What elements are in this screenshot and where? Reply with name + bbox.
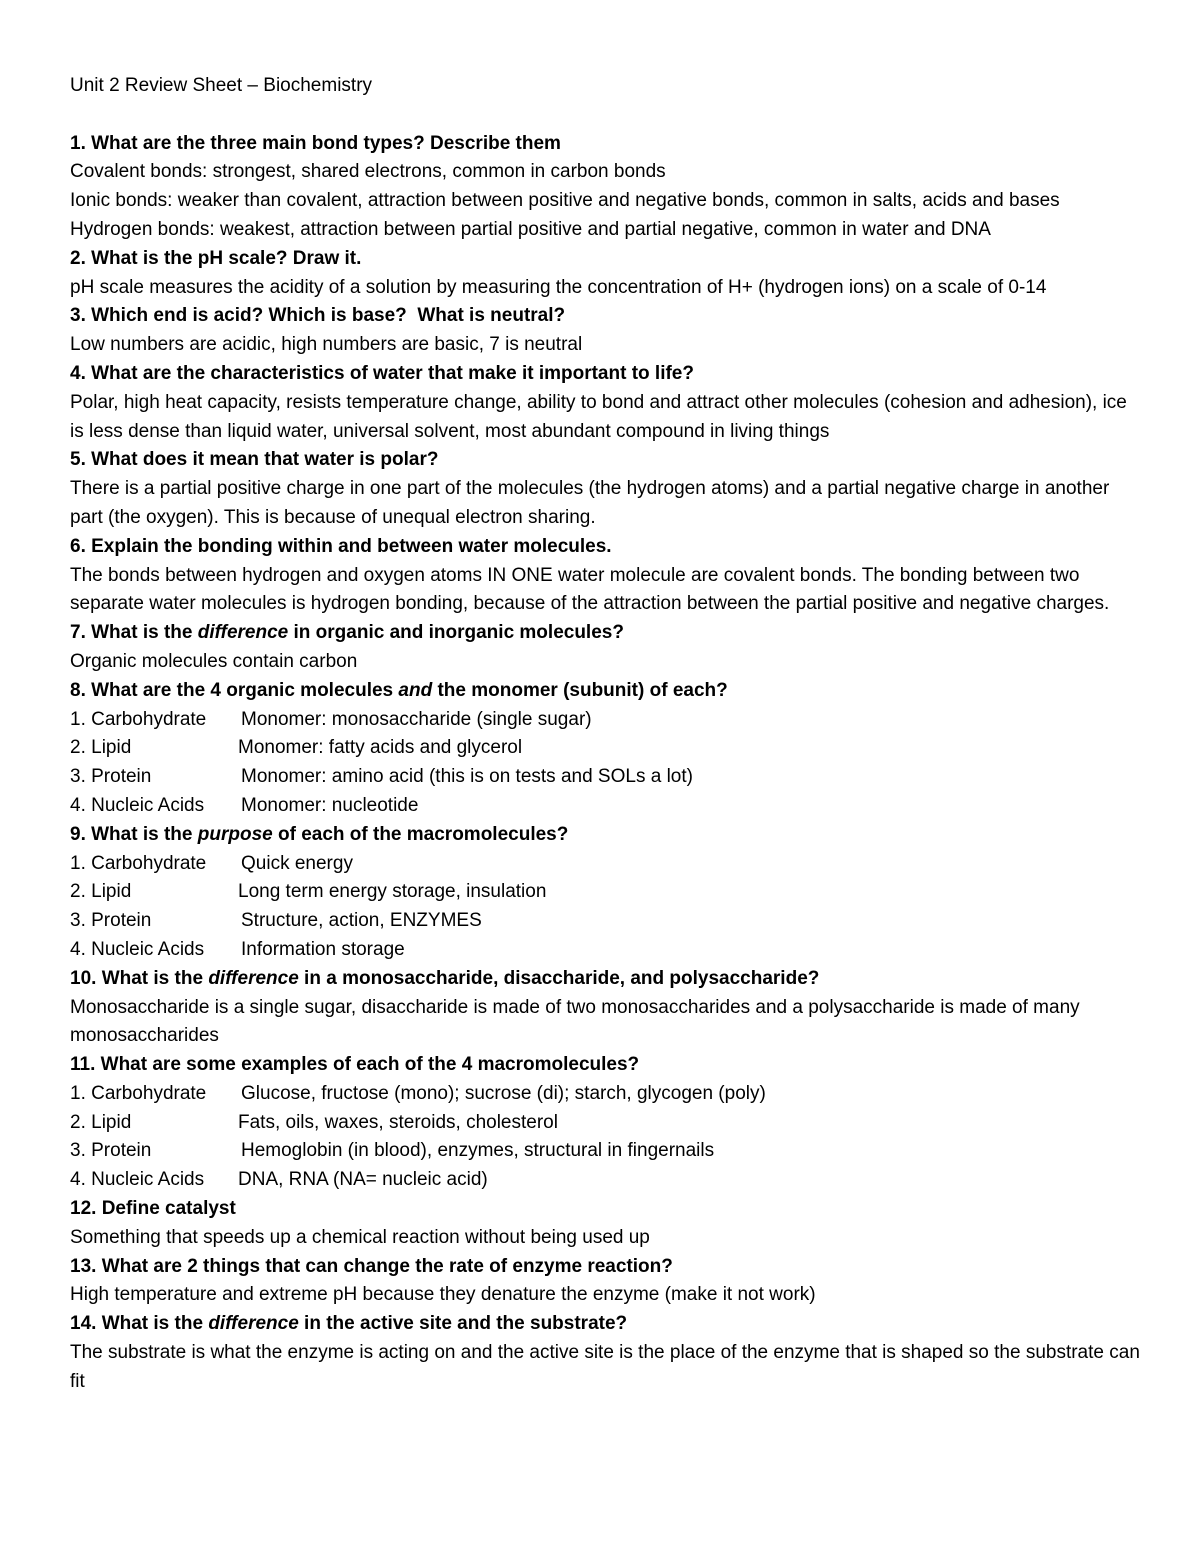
row-label: 2. Lipid [70,737,132,759]
question-2: 2. What is the pH scale? Draw it. [70,247,362,269]
row-value: Glucose, fructose (mono); sucrose (di); starch, glycogen (poly) [241,1082,766,1104]
q8-row-protein [70,763,1140,792]
row-label: 3. Protein [70,766,152,788]
document-title: Unit 2 Review Sheet – Biochemistry [70,75,373,96]
question-8-start: 8. What are the 4 organic molecules [70,679,399,701]
row-value: Quick energy [241,852,353,874]
question-11: 11. What are some examples of each of the 4 macromolecules? [70,1054,640,1076]
question-7 [70,619,1140,648]
row-value: Hemoglobin (in blood), enzymes, structural in fingernails [241,1140,715,1162]
answer-1-hydrogen: Hydrogen bonds: weakest, attraction between partial positive and partial negative, common in water and DNA [70,218,991,240]
row-label: 1. Carbohydrate [70,708,207,730]
question-13: 13. What are 2 things that can change the rate of enzyme reaction? [70,1255,673,1277]
answer-7: Organic molecules contain carbon [70,650,358,672]
row-label: 3. Protein [70,910,152,932]
question-6: 6. Explain the bonding within and between water molecules. [70,535,612,557]
row-value: DNA, RNA (NA= nucleic acid) [238,1169,488,1191]
q11-row-protein [70,1137,1140,1166]
question-14-end: in the active site and the substrate? [298,1313,628,1335]
row-label: 4. Nucleic Acids [70,794,205,816]
q9-row-carbohydrate [70,850,1140,879]
answer-2: pH scale measures the acidity of a solution by measuring the concentration of H+ (hydrogen ions) on a scale of 0-14 [70,276,1047,298]
row-value: Information storage [241,938,405,960]
question-10-emphasis: difference [208,967,299,989]
answer-4: Polar, high heat capacity, resists temperature change, ability to bond and attract other molecules (cohesion and adhesion), ice is less dense than liquid water, universal solvent, most abundant compound in living things [70,391,1127,442]
question-7-emphasis: difference [197,622,289,644]
row-label: 1. Carbohydrate [70,1082,207,1104]
row-value: Monomer: nucleotide [241,794,419,816]
q11-row-carbohydrate [70,1080,1140,1109]
row-label: 4. Nucleic Acids [70,938,205,960]
question-12: 12. Define catalyst [70,1198,236,1220]
question-10 [70,965,1140,994]
question-14-emphasis: difference [208,1313,299,1335]
question-9-emphasis: purpose [197,823,273,845]
q8-row-nucleic-acids [70,792,1140,821]
answer-13: High temperature and extreme pH because they denature the enzyme (make it not work) [70,1284,816,1306]
q8-row-lipid [70,734,1140,763]
answer-5: There is a partial positive charge in one part of the molecules (the hydrogen atoms) and a partial negative charge in another part (the oxygen). This is because of unequal electron sharing. [70,478,1110,528]
answer-12: Something that speeds up a chemical reaction without being used up [70,1226,650,1248]
answer-14: The substrate is what the enzyme is acting on and the active site is the place of the enzyme that is shaped so the substrate can fit [70,1342,1140,1392]
question-14-start: 14. What is the [70,1313,209,1335]
answer-6: The bonds between hydrogen and oxygen atoms IN ONE water molecule are covalent bonds. The bonding between two separate water molecules is hydrogen bonding, because of the attraction between the partial positive and negative charges. [70,564,1110,615]
answer-1-ionic: Ionic bonds: weaker than covalent, attraction between positive and negative bonds, common in salts, acids and bases [70,190,1060,212]
question-8-emphasis: and [398,679,433,701]
q9-row-protein [70,907,1140,936]
question-10-end: in a monosaccharide, disaccharide, and polysaccharide? [298,967,820,989]
row-label: 4. Nucleic Acids [70,1169,205,1191]
row-value: Monomer: amino acid (this is on tests and SOLs a lot) [241,766,693,788]
q11-row-nucleic-acids [70,1166,1140,1195]
question-8-end: the monomer (subunit) of each? [432,679,728,701]
question-10-start: 10. What is the [70,967,209,989]
review-sheet [70,72,1140,1397]
row-value: Fats, oils, waxes, steroids, cholesterol [238,1111,558,1133]
row-value: Long term energy storage, insulation [238,881,547,903]
row-value: Monomer: fatty acids and glycerol [238,737,523,759]
q8-row-carbohydrate [70,706,1140,735]
question-7-end: in organic and inorganic molecules? [288,622,624,644]
question-9 [70,821,1140,850]
row-label: 2. Lipid [70,1111,132,1133]
answer-10: Monosaccharide is a single sugar, disaccharide is made of two monosaccharides and a polysaccharide is made of many monosaccharides [70,996,1080,1047]
question-4: 4. What are the characteristics of water that make it important to life? [70,362,694,384]
question-3: 3. Which end is acid? Which is base? What is neutral? [70,305,566,327]
q9-row-nucleic-acids [70,936,1140,965]
question-9-end: of each of the macromolecules? [272,823,569,845]
row-value: Monomer: monosaccharide (single sugar) [241,708,592,730]
question-5: 5. What does it mean that water is polar? [70,449,439,471]
row-label: 2. Lipid [70,881,132,903]
q9-row-lipid [70,878,1140,907]
q11-row-lipid [70,1109,1140,1138]
question-7-start: 7. What is the [70,622,198,644]
row-label: 3. Protein [70,1140,152,1162]
answer-1-covalent: Covalent bonds: strongest, shared electrons, common in carbon bonds [70,161,666,183]
question-14 [70,1310,1140,1339]
question-9-start: 9. What is the [70,823,198,845]
answer-3: Low numbers are acidic, high numbers are basic, 7 is neutral [70,334,583,356]
row-value: Structure, action, ENZYMES [241,910,482,932]
row-label: 1. Carbohydrate [70,852,207,874]
question-1: 1. What are the three main bond types? Describe them [70,132,561,154]
question-8 [70,677,1140,706]
